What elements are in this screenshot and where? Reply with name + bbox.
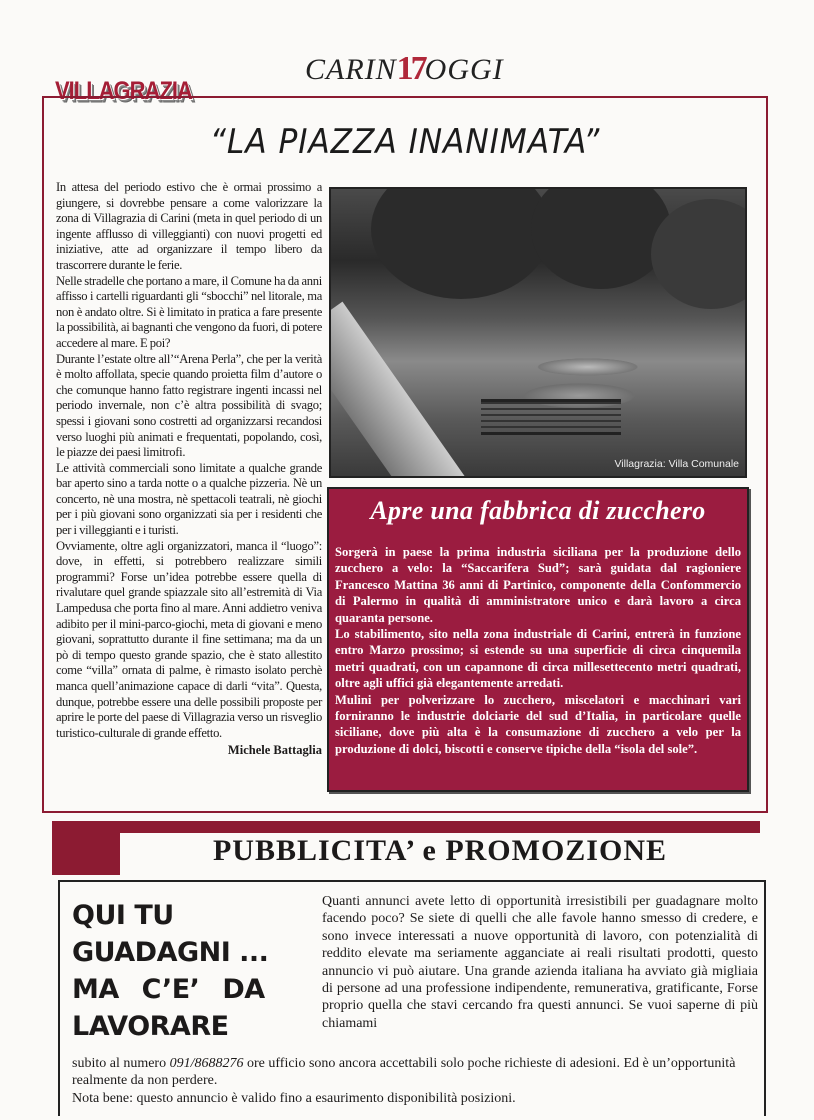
article-paragraph: Le attività commerciali sono limitate a qualche grande bar aperto sino a tarda notte o a qualche pizzeria. Nè un concerto, nè una mostra, nè spettacoli teatrali, nè giochi per i più giovani sono organizzati sia per i residenti che per i villeggianti e i turisti.: [56, 460, 322, 538]
newspaper-masthead: [305, 50, 504, 88]
ad-note: Nota bene: questo annuncio è valido fino a esaurimento disponibilità posizioni.: [72, 1091, 516, 1106]
ad-headline-line: GUADAGNI ...: [72, 937, 269, 968]
masthead-left: CARIN: [305, 53, 397, 86]
promo-section-title: PUBBLICITA’ e PROMOZIONE: [212, 834, 667, 867]
photo-tree: [531, 187, 671, 289]
article-paragraph: Durante l’estate oltre all’“Arena Perla”, che per la verità è molto affollata, specie quando proietta film d’autore o che comunque hanno fatto registrare ingenti incassi nel periodo invernale, non c’è altra possibilità di svago; spessi i giovani sono costretti ad organizzarsi recandosi verso luoghi più animati e frequentati, popolando, così, le piazze dei paesi limitrofi.: [56, 351, 322, 460]
ad-headline-line: QUI TU: [72, 900, 174, 931]
article-body: [56, 180, 322, 759]
article-paragraph: Ovviamente, oltre agli organizzatori, manca il “luogo”: dove, in effetti, si potrebbero realizzare simili programmi? Forse un’idea potrebbe essere quella di rivalutare quel grande spiazzale sito all’estremità di Via Lampedusa che porta fino al mare. Anni addietro veniva adibito per il mini-parco-giochi, meta di giovani e meno giovani, soprattutto durante il fine settimana; ma da un pò di tempo questo grande spazio, che è stato allestito come “villa” ornata di palme, è rimasto isolato perchè manca quell’animazione capace di darli “vita”. Questa, dunque, potrebbe essere una delle possibili proposte per aprire le porte del paese di Villagrazia verso un risveglio turistico-culturale di grande effetto.: [56, 538, 322, 740]
ad-headline: [72, 897, 269, 1045]
photo-tree: [371, 187, 551, 299]
section-tag: VILLAGRAZIA: [55, 76, 192, 105]
ad-headline-line: MA C’E’ DA: [72, 974, 265, 1005]
sugar-paragraph: Sorgerà in paese la prima industria siciliana per la produzione dello zucchero a velo: la “Saccarifera Sud”; sarà guidata dal ragioniere Francesco Mattina 36 anni di Partinico, componente della Confommercio di Palermo in qualità di amministratore unico e darà lavoro a circa quaranta persone.: [335, 545, 741, 625]
ad-phone-number: 091/8688276: [169, 1056, 244, 1071]
promo-divider: [52, 821, 760, 833]
villa-comunale-photo: [329, 187, 747, 478]
sugar-headline: Apre una fabbrica di zucchero: [370, 496, 706, 525]
ad-headline-line: LAVORARE: [72, 1011, 229, 1042]
article-paragraph: In attesa del periodo estivo che è ormai prossimo a giungere, si dovrebbe pensare a come valorizzare la zona di Villagrazia di Carini (meta in quel periodo di un ingente afflusso di villeggianti) con nuovi progetti ed iniziative, atte ad organizzare il tempo libero da trascorrere durante le ferie.: [56, 180, 322, 272]
photo-bench: [481, 399, 621, 435]
ad-body: Quanti annunci avete letto di opportunità irresistibili per guadagnare molto facendo poco? Se siete di quelli che alle favole hanno smesso di credere, e sono invece interessati a nuove opportunità di lavoro, con potenzialità di reddito elevate ma seriamente agganciate ai reali risultati prodotti, questo annuncio vi può aiutare. Una grande azienda italiana ha avviato già migliaia di persone ad una professione indipendente, remunerativa, gratificante, Forse proprio quella che stavi cercando fra questi annunci. Se vuoi saperne di più chiamami: [322, 894, 758, 1031]
article-byline: Michele Battaglia: [227, 743, 322, 758]
promo-accent-block: [52, 821, 120, 875]
article-headline: “LA PIAZZA INANIMATA”: [209, 122, 601, 162]
sugar-paragraph: Mulini per polverizzare lo zucchero, miscelatori e macchinari vari forniranno le industrie dolciarie del sud d’Italia, in particolare quelle siciliane, dove più alta è la consumazione di zucchero a velo per la produzione di dolci, biscotti e conserve tipiche della “isola del sole”.: [335, 692, 741, 756]
photo-caption: Villagrazia: Villa Comunale: [614, 458, 739, 470]
article-paragraph: Nelle stradelle che portano a mare, il Comune ha da anni affisso i cartelli riguardanti gli “sbocchi” nel litorale, ma non è andato oltre. Si è limitato in pratica a fare presente la possibilità, ai bagnanti che vengono da fuori, di potere accedere al mare. E poi?: [56, 273, 322, 350]
ad-cont-text: ore ufficio sono ancora accettabili solo poche richieste di adesioni. Ed è un’opportunità realmente da non perdere.: [72, 1056, 736, 1089]
masthead-right: OGGI: [424, 53, 504, 86]
ad-body-continued: [72, 1055, 758, 1090]
sugar-paragraph: Lo stabilimento, sito nella zona industriale di Carini, entrerà in funzione entro Marzo prossimo; si estende su una superficie di circa cinquemila metri quadrati, con un capannone di circa millesettecento metri quadrati, oltre agli uffici già elegantemente arredati.: [335, 627, 741, 691]
sugar-factory-box: [327, 487, 749, 792]
photo-slide: [329, 302, 469, 478]
ad-cont-text: subito al numero: [72, 1056, 170, 1071]
sugar-body: [332, 544, 744, 757]
issue-number: 17: [396, 50, 425, 87]
